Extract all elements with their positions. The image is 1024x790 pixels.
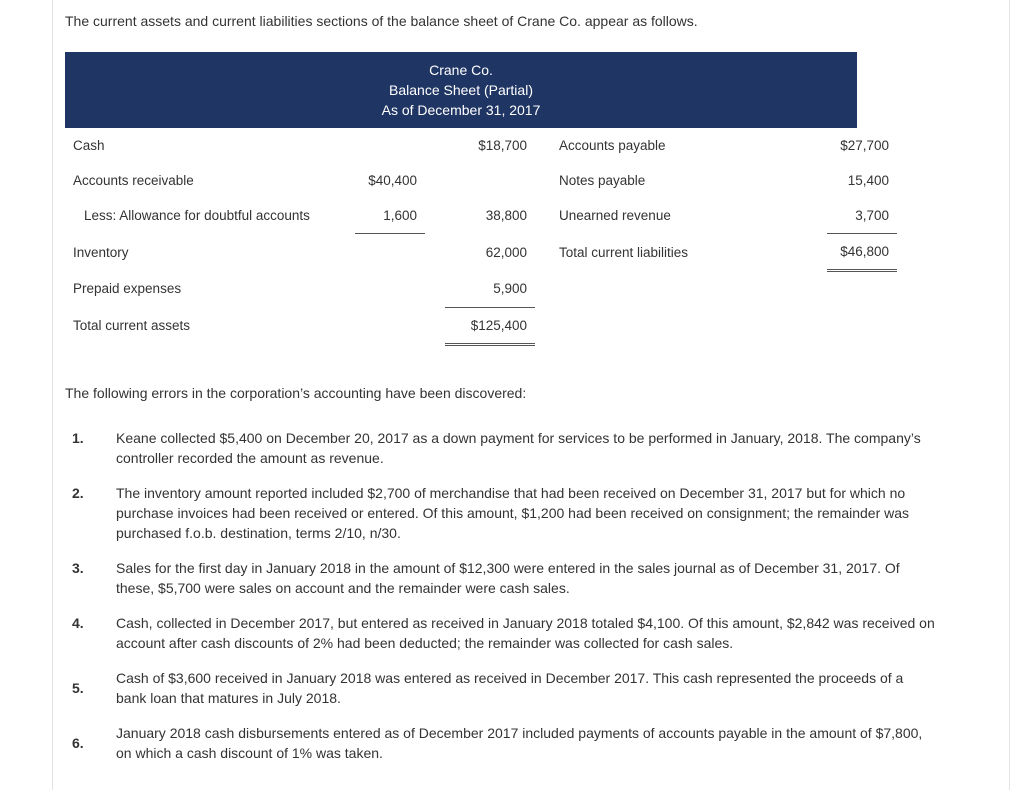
item-text: Keane collected $5,400 on December 20, 2017 as a down payment for services to be performed in January, 2018. The company’s controller recorded the amount as revenue. [116, 430, 921, 466]
list-item [65, 428, 935, 468]
list-item [65, 483, 935, 543]
asset-label: Less: Allowance for doubtful accounts [84, 208, 310, 224]
asset-label: Cash [73, 138, 105, 153]
statement-date: As of December 31, 2017 [381, 102, 541, 118]
asset-amount [445, 163, 535, 198]
asset-inner-amount [355, 271, 425, 308]
table-row [65, 198, 897, 234]
asset-label: Prepaid expenses [73, 281, 182, 297]
errors-list [65, 428, 935, 763]
item-text: Cash, collected in December 2017, but entered as received in January 2018 totaled $4,100. Of this amount, $2,842 was received on account after cash discounts of 2% had been deducted; the remainder was collected for cash sales. [116, 615, 935, 651]
intro-text: The current assets and current liabilities sections of the balance sheet of Crane Co. appear as follows. [65, 13, 698, 29]
statement-title: Balance Sheet (Partial) [389, 82, 533, 98]
asset-amount: 5,900 [445, 271, 535, 308]
table-row [65, 128, 897, 163]
asset-amount: $125,400 [445, 307, 535, 344]
liability-amount: 15,400 [847, 173, 889, 188]
liability-label: Accounts payable [559, 138, 666, 153]
asset-inner-amount [355, 234, 425, 271]
balance-sheet [65, 52, 889, 346]
asset-inner-amount [355, 307, 425, 344]
asset-label: Inventory [73, 244, 129, 260]
table-row [65, 234, 897, 271]
item-number: 2. [72, 485, 84, 501]
item-number: 4. [72, 615, 84, 631]
liability-amount [827, 271, 897, 308]
liability-amount: $27,700 [840, 138, 889, 153]
asset-inner-amount: $40,400 [368, 173, 417, 188]
balance-sheet-table [65, 128, 897, 346]
item-number: 6. [72, 735, 84, 751]
liability-label: Total current liabilities [559, 244, 689, 260]
liability-label [559, 271, 799, 308]
item-text: Cash of $3,600 received in January 2018 was entered as received in December 2017. This cash represented the proceeds of a bank loan that matures in July 2018. [116, 670, 904, 706]
item-number: 1. [72, 430, 84, 446]
asset-amount: $18,700 [478, 138, 527, 153]
asset-label: Accounts receivable [73, 173, 194, 188]
list-item [65, 613, 935, 653]
list-item [65, 668, 935, 708]
table-row [65, 307, 897, 344]
company-name: Crane Co. [429, 62, 493, 78]
liability-amount: $46,800 [827, 234, 897, 271]
errors-intro: The following errors in the corporation’s accounting have been discovered: [65, 385, 527, 401]
list-item [65, 723, 935, 763]
list-item [65, 558, 935, 598]
balance-sheet-header [65, 52, 857, 128]
item-number: 3. [72, 560, 84, 576]
item-text: Sales for the first day in January 2018 in the amount of $12,300 were entered in the sales journal as of December 31, 2017. Of these, $5,700 were sales on account and the remainder were cash sales. [116, 560, 900, 596]
item-text: January 2018 cash disbursements entered as of December 2017 included payments of accounts payable in the amount of $7,800, on which a cash discount of 1% was taken. [116, 725, 923, 761]
liability-label: Notes payable [559, 173, 646, 188]
liability-label [559, 307, 799, 344]
item-text: The inventory amount reported included $2,700 of merchandise that had been received on December 31, 2017 but for which no purchase invoices had been received or entered. Of this amount, $1,200 had been received on consignment; the remainder was purchased f.o.b. destination, terms 2/10, n/30. [116, 485, 910, 541]
asset-inner-amount: 1,600 [355, 198, 425, 234]
asset-amount: 62,000 [485, 244, 527, 260]
asset-amount: 38,800 [485, 208, 527, 224]
asset-inner-amount [355, 128, 425, 163]
liability-amount: 3,700 [827, 198, 897, 234]
liability-amount [827, 307, 897, 344]
table-row [65, 271, 897, 308]
asset-label: Total current assets [73, 318, 191, 333]
liability-label: Unearned revenue [559, 208, 671, 224]
table-row [65, 163, 897, 198]
item-number: 5. [72, 680, 84, 696]
